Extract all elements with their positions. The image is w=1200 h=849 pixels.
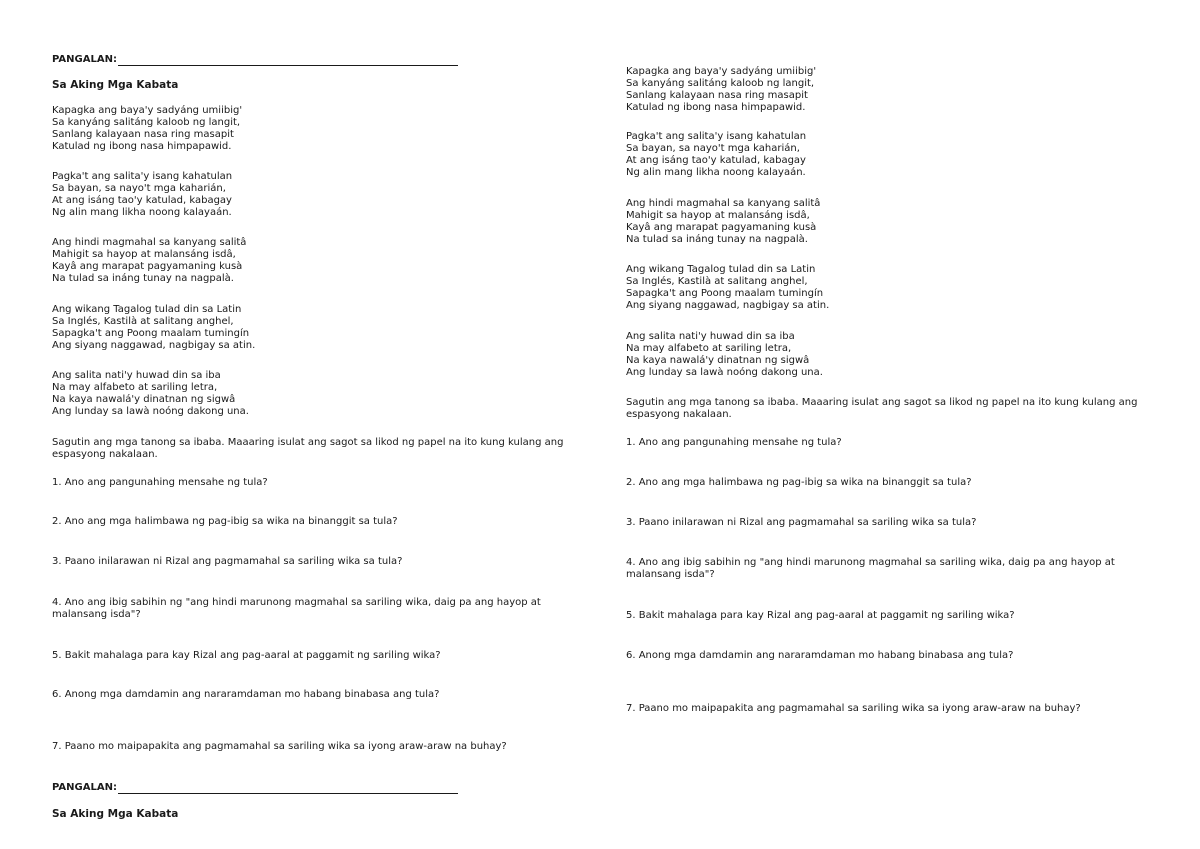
stanza xyxy=(626,198,820,246)
poem-line: Ang salita nati'y huwad din sa iba xyxy=(52,370,221,381)
stanza xyxy=(626,264,829,312)
stanza xyxy=(626,66,816,114)
poem-line: At ang isáng tao'y katulad, kabagay xyxy=(626,155,806,166)
question-5: 5. Bakit mahalaga para kay Rizal ang pag-aaral at paggamit ng sariling wika? xyxy=(626,610,1015,621)
poem-line: Sapagka't ang Poong maalam tumingín xyxy=(52,328,250,339)
question-6: 6. Anong mga damdamin ang nararamdaman mo habang binabasa ang tula? xyxy=(52,689,440,700)
poem-line: Ang hindi magmahal sa kanyang salitâ xyxy=(626,198,821,209)
poem-line: Ng alin mang likha noong kalayaán. xyxy=(626,167,806,178)
poem-line: Sa kanyáng salitáng kaloob ng langit, xyxy=(52,117,241,128)
question-7: 7. Paano mo maipapakita ang pagmamahal sa sariling wika sa iyong araw-araw na buhay? xyxy=(52,741,507,752)
poem-line: Na tulad sa ináng tunay na nagpalà. xyxy=(52,273,234,284)
question-3: 3. Paano inilarawan ni Rizal ang pagmamahal sa sariling wika sa tula? xyxy=(52,556,403,567)
poem-line: Pagka't ang salita'y isang kahatulan xyxy=(626,131,807,142)
poem-line: Sa bayan, sa nayo't mga kaharián, xyxy=(52,183,226,194)
stanza xyxy=(626,131,806,179)
poem-line: Ng alin mang likha noong kalayaán. xyxy=(52,207,232,218)
poem-line: Kayâ ang marapat pagyamaning kusà xyxy=(626,222,817,233)
question-1: 1. Ano ang pangunahing mensahe ng tula? xyxy=(626,437,842,448)
poem-line: Sanlang kalayaan nasa ring masapit xyxy=(52,129,234,140)
question-6: 6. Anong mga damdamin ang nararamdaman mo habang binabasa ang tula? xyxy=(626,650,1014,661)
poem-line: At ang isáng tao'y katulad, kabagay xyxy=(52,195,232,206)
poem-line: Sapagka't ang Poong maalam tumingín xyxy=(626,288,824,299)
question-7: 7. Paano mo maipapakita ang pagmamahal sa sariling wika sa iyong araw-araw na buhay? xyxy=(626,703,1081,714)
poem-line: Sa Inglés, Kastilà at salitang anghel, xyxy=(626,276,808,287)
poem-line: Pagka't ang salita'y isang kahatulan xyxy=(52,171,233,182)
name-field-2 xyxy=(52,782,458,794)
poem-line: Sa bayan, sa nayo't mga kaharián, xyxy=(626,143,800,154)
poem-title-2: Sa Aking Mga Kabata xyxy=(52,808,179,820)
poem-line: Katulad ng ibong nasa himpapawid. xyxy=(52,141,232,152)
poem-line: Na kaya nawalá'y dinatnan ng sigwâ xyxy=(52,394,236,405)
poem-line: Ang siyang naggawad, nagbigay sa atin. xyxy=(52,340,256,351)
question-2: 2. Ano ang mga halimbawa ng pag-ibig sa wika na binanggit sa tula? xyxy=(52,516,398,527)
poem-line: Ang wikang Tagalog tulad din sa Latin xyxy=(626,264,816,275)
stanza xyxy=(52,370,249,418)
question-5: 5. Bakit mahalaga para kay Rizal ang pag-aaral at paggamit ng sariling wika? xyxy=(52,650,441,661)
poem-line: Ang lunday sa lawà noóng dakong una. xyxy=(52,406,249,417)
poem-line: Ang hindi magmahal sa kanyang salitâ xyxy=(52,237,247,248)
name-field xyxy=(52,54,458,66)
stanza xyxy=(626,331,823,379)
question-4: 4. Ano ang ibig sabihin ng "ang hindi marunong magmahal sa sariling wika, daig pa ang hayop at malansang isda"? xyxy=(52,597,541,620)
stanza xyxy=(52,237,246,285)
poem-line: Na may alfabeto at sariling letra, xyxy=(626,343,792,354)
poem-line: Mahigit sa hayop at malansáng isdâ, xyxy=(52,249,236,260)
poem-line: Ang lunday sa lawà noóng dakong una. xyxy=(626,367,823,378)
poem-line: Kapagka ang baya'y sadyáng umiibig' xyxy=(626,66,817,77)
poem-line: Ang siyang naggawad, nagbigay sa atin. xyxy=(626,300,830,311)
poem-line: Kayâ ang marapat pagyamaning kusà xyxy=(52,261,243,272)
instructions: Sagutin ang mga tanong sa ibaba. Maaaring isulat ang sagot sa likod ng papel na ito kung kulang ang espasyong nakalaan. xyxy=(626,397,1138,420)
question-1: 1. Ano ang pangunahing mensahe ng tula? xyxy=(52,477,268,488)
stanza xyxy=(52,105,242,153)
name-label: PANGALAN: xyxy=(52,782,117,793)
instructions: Sagutin ang mga tanong sa ibaba. Maaaring isulat ang sagot sa likod ng papel na ito kung kulang ang espasyong nakalaan. xyxy=(52,437,564,460)
question-3: 3. Paano inilarawan ni Rizal ang pagmamahal sa sariling wika sa tula? xyxy=(626,517,977,528)
poem-line: Ang wikang Tagalog tulad din sa Latin xyxy=(52,304,242,315)
stanza xyxy=(52,304,255,352)
name-underline[interactable] xyxy=(118,783,458,794)
poem-line: Ang salita nati'y huwad din sa iba xyxy=(626,331,795,342)
stanza xyxy=(52,171,232,219)
question-4: 4. Ano ang ibig sabihin ng "ang hindi marunong magmahal sa sariling wika, daig pa ang hayop at malansang isda"? xyxy=(626,557,1115,580)
poem-line: Na tulad sa ináng tunay na nagpalà. xyxy=(626,234,808,245)
question-2: 2. Ano ang mga halimbawa ng pag-ibig sa wika na binanggit sa tula? xyxy=(626,477,972,488)
poem-title: Sa Aking Mga Kabata xyxy=(52,79,179,91)
name-underline[interactable] xyxy=(118,55,458,66)
poem-line: Sa kanyáng salitáng kaloob ng langit, xyxy=(626,78,815,89)
poem-line: Sanlang kalayaan nasa ring masapit xyxy=(626,90,808,101)
name-label: PANGALAN: xyxy=(52,54,117,65)
poem-line: Na may alfabeto at sariling letra, xyxy=(52,382,218,393)
poem-line: Mahigit sa hayop at malansáng isdâ, xyxy=(626,210,810,221)
poem-line: Sa Inglés, Kastilà at salitang anghel, xyxy=(52,316,234,327)
poem-line: Katulad ng ibong nasa himpapawid. xyxy=(626,102,806,113)
poem-line: Kapagka ang baya'y sadyáng umiibig' xyxy=(52,105,243,116)
poem-line: Na kaya nawalá'y dinatnan ng sigwâ xyxy=(626,355,810,366)
